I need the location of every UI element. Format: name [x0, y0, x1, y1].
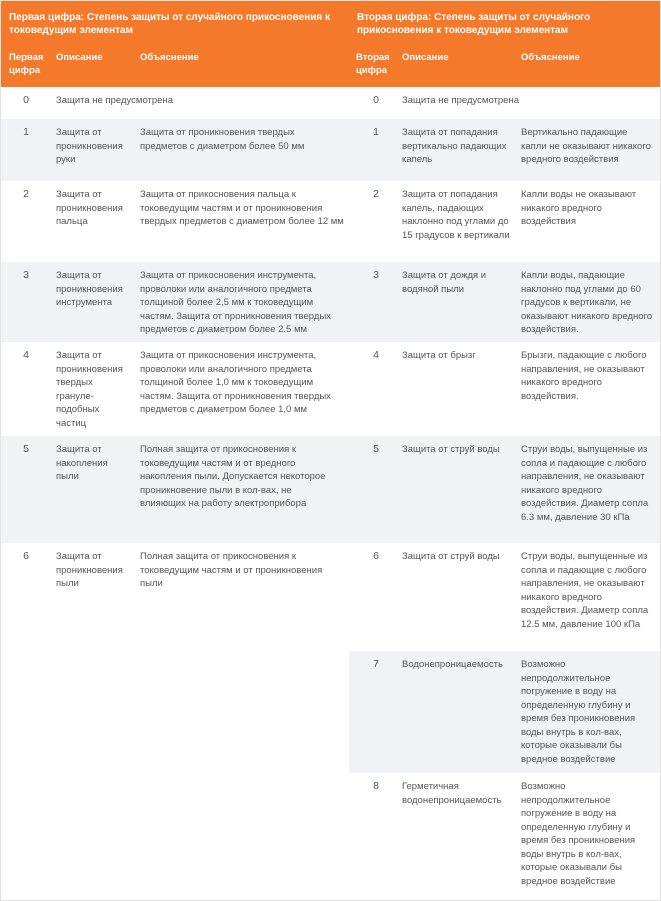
- row-description: Герметичная водонепроницаемость: [402, 781, 502, 806]
- row-description: Защита от брызг: [402, 350, 476, 361]
- table-row: [349, 543, 660, 651]
- row-explanation: Защита от прикосновения инструмента, проволоки или аналогичного предмета толщиной более 2,5 мм к токоведущим частям. Защита от проникновения твердых предметов с диаметром более 2.5 мм: [140, 270, 331, 335]
- row-description: Защита от проникновения твердых гранулe-подобных частиц: [56, 350, 123, 429]
- row-description: Защита не предусмотрена: [402, 95, 519, 106]
- row-description: Защита от проникновения пыли: [56, 551, 123, 589]
- row-explanation: Струи воды, выпущенные из сопла и падающие с любого направления, не оказывают никакого вредного воздействия. Диаметр сопла 12.5 мм, давление 100 кПа: [521, 551, 649, 630]
- row-explanation: Защита от проникновения твердых предметов с диаметром более 50 мм: [140, 127, 305, 152]
- table-row: [349, 651, 660, 773]
- first-digit-caption: Первая цифра: Степень защиты от случайного прикосновения к токоведущим элементам: [1, 1, 349, 44]
- header-digit: Первая цифра: [9, 52, 44, 76]
- row-digit: 3: [373, 269, 379, 281]
- table-row: [1, 119, 349, 181]
- row-explanation: Брызги, падающие с любого направления, не оказывают никакого вредного воздействия.: [521, 350, 647, 402]
- row-explanation: Возможно непродолжительное погружение в воду на определенную глубину и время без проникновения воды внутрь в кол-вах, которые оказывали бы вредное воздействие: [521, 659, 636, 765]
- row-explanation: Возможно непродолжительное погружение в воду на определенную глубину и время без проникновения воды внутрь в кол-вах, которые оказывали бы вредное воздействие: [521, 781, 636, 887]
- row-description: Защита от струй воды: [402, 551, 500, 562]
- header-digit: Вторая цифра: [356, 52, 390, 76]
- row-description: Защита от проникновения руки: [56, 127, 123, 165]
- row-digit: 6: [23, 550, 29, 562]
- row-digit: 6: [373, 550, 379, 562]
- table-row: [1, 181, 349, 262]
- table-row: [349, 436, 660, 543]
- table-row: [349, 181, 660, 262]
- row-digit: 4: [23, 349, 29, 361]
- row-description: Защита от проникновения инструмента: [56, 270, 123, 308]
- row-digit: 5: [373, 443, 379, 455]
- header-description: Описание: [402, 52, 449, 63]
- row-explanation: Струи воды, выпущенные из сопла и падающие с любого направления, не оказывают никакого вредного воздействия. Диаметр сопла 6.3 мм, давление 30 кПа: [521, 444, 649, 523]
- row-digit: 2: [373, 188, 379, 200]
- row-digit: 7: [373, 658, 379, 670]
- row-description: Защита от накопления пыли: [56, 444, 108, 482]
- row-description: Защита не предусмотрена: [56, 95, 173, 106]
- header-explanation: Объяснение: [521, 52, 580, 63]
- row-explanation: Полная защита от прикосновения к токоведущим частям и от вредного накопления пыли. Допускается некоторое проникновение пыли в кол-вах, не влияющих на работу электроприбора: [140, 444, 326, 509]
- row-digit: 0: [23, 94, 29, 106]
- row-digit: 8: [373, 780, 379, 792]
- table-row: [349, 342, 660, 436]
- row-digit: 5: [23, 443, 29, 455]
- header-explanation: Объяснение: [140, 52, 199, 63]
- second-digit-header-row: [349, 44, 660, 87]
- row-description: Защита от попадания капель, падающих наклонно под углами до 15 градусов к вертикали: [402, 189, 510, 241]
- row-digit: 4: [373, 349, 379, 361]
- table-row: [349, 87, 660, 119]
- row-digit: 3: [23, 269, 29, 281]
- table-row: [1, 87, 349, 119]
- row-description: Защита от струй воды: [402, 444, 500, 455]
- table-row: [1, 543, 349, 900]
- row-description: Водонепроницаемость: [402, 659, 503, 670]
- row-description: Защита от дождя и водяной пыли: [402, 270, 487, 295]
- row-explanation: Защита от прикосновения пальца к токоведущим частям и от проникновения твердых предметов с диаметром более 12 мм: [140, 189, 344, 227]
- table-row: [1, 262, 349, 342]
- first-digit-header-row: [1, 44, 349, 87]
- second-digit-caption: Вторая цифра: Степень защиты от случайного прикосновения к токоведущим элементам: [349, 1, 660, 44]
- table-row: [1, 436, 349, 543]
- row-digit: 1: [23, 126, 29, 138]
- row-explanation: Капли воды не оказывают никакого вредного воздействия: [521, 189, 637, 227]
- table-row: [349, 773, 660, 900]
- header-description: Описание: [56, 52, 103, 63]
- row-description: Защита от попадания вертикально падающих капель: [402, 127, 507, 165]
- row-digit: 0: [373, 94, 379, 106]
- table-row: [1, 342, 349, 436]
- row-explanation: Вертикально падающие капли не оказывают никакого вредного воздействия: [521, 127, 651, 165]
- row-explanation: Полная защита от прикосновения к токоведущим частям и от проникновения пыли: [140, 551, 323, 589]
- table-row: [349, 262, 660, 342]
- table-row: [349, 119, 660, 181]
- row-digit: 2: [23, 188, 29, 200]
- row-explanation: Капли воды, падающие наклонно под углами до 60 градусов к вертикали, не оказывают никакого вредного воздействия.: [521, 270, 653, 335]
- row-digit: 1: [373, 126, 379, 138]
- row-description: Защита от проникновения пальца: [56, 189, 123, 227]
- row-explanation: Защита от прикосновения инструмента, проволоки или аналогичного предмета толщиной более 1,0 мм к токоведущим частям. Защита от проникновения твердых предметов с диаметром более 1,0 мм: [140, 350, 331, 415]
